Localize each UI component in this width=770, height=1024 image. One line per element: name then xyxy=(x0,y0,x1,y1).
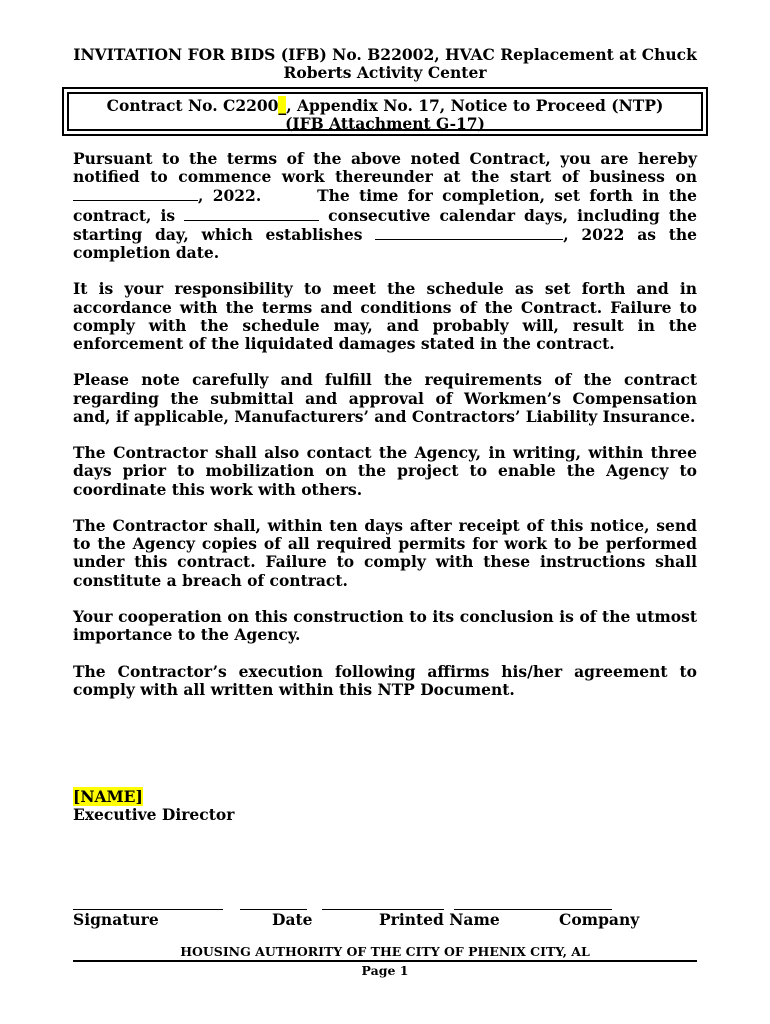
start-date-blank[interactable] xyxy=(73,186,198,201)
paragraph-7: The Contractor’s execution following affirms his/her agreement to comply with all written within this NTP Document. xyxy=(73,661,697,699)
company-label: Company xyxy=(559,910,640,929)
document-title xyxy=(70,46,700,82)
body-text xyxy=(73,150,697,717)
paragraph-1-b: , 2022. xyxy=(198,186,262,206)
paragraph-2: It is your responsibility to meet the schedule as set forth and in accordance with the terms and conditions of the Contract. Failure to comply with the schedule may, and probably will, result in the enforcement of the liquidated damages stated in the contract. xyxy=(73,279,697,354)
completion-date-blank[interactable] xyxy=(375,225,563,240)
paragraph-1 xyxy=(73,150,697,262)
paragraph-1-d: consecutive calendar days, including the starting day, which establishes xyxy=(73,205,697,244)
paragraph-6: Your cooperation on this construction to its conclusion is of the utmost importance to the Agency. xyxy=(73,607,697,645)
contract-number-prefix: Contract No. C2200 xyxy=(106,96,279,115)
page-number: Page 1 xyxy=(361,963,409,978)
contract-line-2: (IFB Attachment G-17) xyxy=(285,114,485,133)
paragraph-3: Please note carefully and fulfill the requirements of the contract regarding the submittal and approval of Workmen’s Compensation and, if applicable, Manufacturers’ and Contractors’ Liability Insurance. xyxy=(73,370,697,426)
footer-organization: HOUSING AUTHORITY OF THE CITY OF PHENIX CITY, AL xyxy=(180,944,590,959)
paragraph-1-c: The time for completion, set forth in the contract, is xyxy=(73,186,697,225)
contract-number-highlight: _ xyxy=(278,96,287,115)
paragraph-4: The Contractor shall also contact the Agency, in writing, within three days prior to mobilization on the project to enable the Agency to coordinate this work with others. xyxy=(73,443,697,499)
title-line-1: INVITATION FOR BIDS (IFB) No. B22002, HVAC Replacement at Chuck xyxy=(73,45,697,64)
signatory-name: [NAME] xyxy=(73,787,143,806)
title-line-2: Roberts Activity Center xyxy=(283,63,487,82)
contract-box-inner xyxy=(67,92,703,131)
signature-label: Signature xyxy=(73,910,159,929)
footer-rule xyxy=(73,960,697,962)
contract-line-1 xyxy=(69,97,701,115)
signatory-block xyxy=(73,788,234,824)
paragraph-5: The Contractor shall, within ten days after receipt of this notice, send to the Agency copies of all required permits for work to be performed under this contract. Failure to comply with these instructions shall constitute a breach of contract. xyxy=(73,516,697,590)
date-label: Date xyxy=(272,910,313,929)
paragraph-1-e: , 2022 as the completion date. xyxy=(73,224,697,263)
calendar-days-blank[interactable] xyxy=(184,206,319,221)
contract-box xyxy=(62,87,708,136)
contract-line-1-suffix: , Appendix No. 17, Notice to Proceed (NTP) xyxy=(286,96,664,115)
signatory-title: Executive Director xyxy=(73,805,235,825)
printed-name-label: Printed Name xyxy=(379,910,500,929)
paragraph-1-a: Pursuant to the terms of the above noted Contract, you are hereby notified to commence work thereunder at the start of business on xyxy=(73,149,697,187)
